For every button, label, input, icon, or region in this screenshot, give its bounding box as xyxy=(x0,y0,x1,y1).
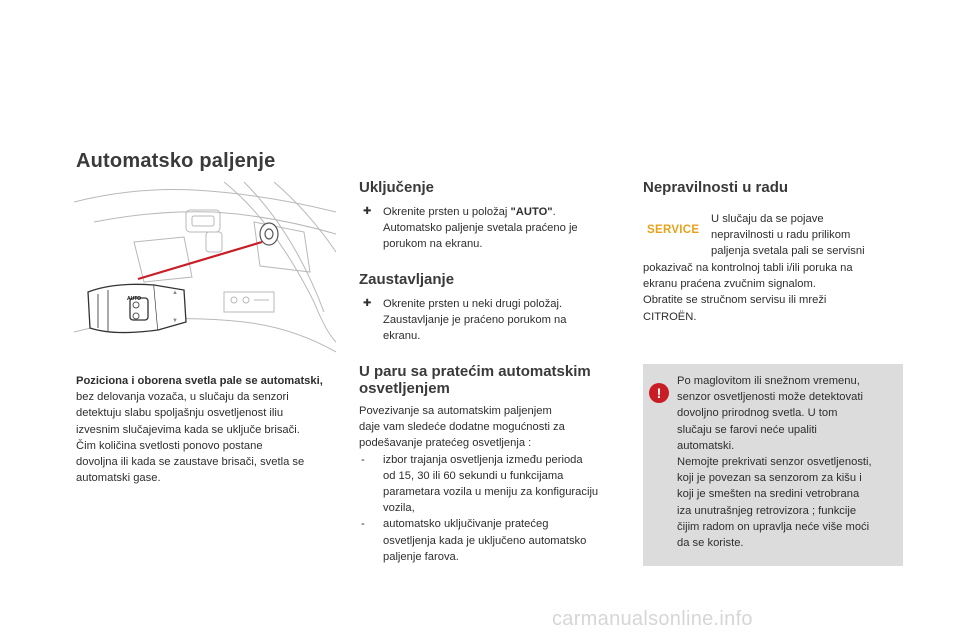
nepravilnosti-indented: U slučaju da se pojave nepravilnosti u radu prilikom paljenja svetala pali se servisni xyxy=(711,213,865,258)
bullet-icon: ✚ xyxy=(363,298,372,309)
warning-icon: ! xyxy=(649,383,669,403)
warning-text: Po maglovitom ili snežnom vremenu, senzor osvetljenosti može detektovati dovoljno prirodnog svetla. U tom slučaju se farovi neće upaliti automatski. Nemojte prekrivati senzor osvetljenosti, koji je povezan sa senzorom za kišu i koji je smešten na sredini vetrobrana iza unutrašnjeg retrovizora ; funkcije čijim radom on upravlja neće više moći da se koriste. xyxy=(677,375,872,550)
ukljucenje-body xyxy=(359,204,629,253)
light-stalk-illustration xyxy=(74,182,336,364)
bullet-item: ✚ Okrenite prsten u neki drugi položaj. Zaustavljanje je praćeno porukom na ekranu. xyxy=(363,298,567,343)
svg-text:▼: ▼ xyxy=(172,318,178,324)
zaustavljanje-body xyxy=(359,296,629,345)
page-title: Automatsko paljenje xyxy=(76,150,276,172)
caption-line: Čim količina svetlosti ponovo postane xyxy=(76,439,263,452)
pointer-line xyxy=(138,242,262,279)
heading-paru: U paru sa pratećim automatskim osvetljenjem xyxy=(359,363,591,397)
service-warning-icon: SERVICE xyxy=(647,224,700,236)
caption-bold: Poziciona i oborena svetla pale se automatski, xyxy=(76,375,323,387)
illustration-caption xyxy=(76,373,338,486)
heading-zaustavljanje: Zaustavljanje xyxy=(359,271,455,288)
stalk-drawing xyxy=(74,182,336,364)
heading-nepravilnosti: Nepravilnosti u radu xyxy=(643,179,789,196)
auto-label: AUTO xyxy=(127,296,142,302)
caption-line: dovoljna ili kada se zaustave brisači, svetla se xyxy=(76,456,305,469)
list-item: - izbor trajanja osvetljenja između perioda od 15, 30 ili 60 sekundi u funkcijama parametara vozila u meniju za konfiguraciju vozila, xyxy=(361,453,599,515)
heading-ukljucenje: Uključenje xyxy=(359,179,435,196)
bullet-icon: ✚ xyxy=(363,206,372,217)
list-item: - automatsko uključivanje pratećeg osvetljenja kada je uključeno automatsko paljenje farova. xyxy=(361,518,587,563)
caption-line: bez delovanja vozača, u slučaju da senzori xyxy=(76,391,289,404)
caption-line: izvesnim slučajevima kada se uključe brisači. xyxy=(76,423,300,436)
paru-body: Povezivanje sa automatskim paljenjem daje vam sledeće dodatne mogućnosti za podešavanje pratećeg osvetljenja : - izbor trajanja osvetljenja između perioda od 15, 30 ili 60 sekundi u funkcijama parametara vozila u meniju za konfiguraciju vozila, - automatsko uključivanje pratećeg osvetljenja kada je uključeno automatsko paljenje farova. xyxy=(359,403,639,565)
bullet-item: ✚ Okrenite prsten u položaj "AUTO". Automatsko paljenje svetala praćeno je porukom na ekranu. xyxy=(363,206,578,251)
watermark: carmanualsonline.info xyxy=(552,608,753,630)
caption-line: detektuju slabu spoljašnju osvetljenost iliu xyxy=(76,407,284,420)
caption-line: automatski gase. xyxy=(76,472,161,485)
nepravilnosti-body: pokazivač na kontrolnoj tabli i/ili poruka na ekranu praćena zvučnim signalom. Obratite se stručnom servisu ili mreži CITROËN. xyxy=(643,262,853,323)
svg-text:▲: ▲ xyxy=(172,290,178,296)
